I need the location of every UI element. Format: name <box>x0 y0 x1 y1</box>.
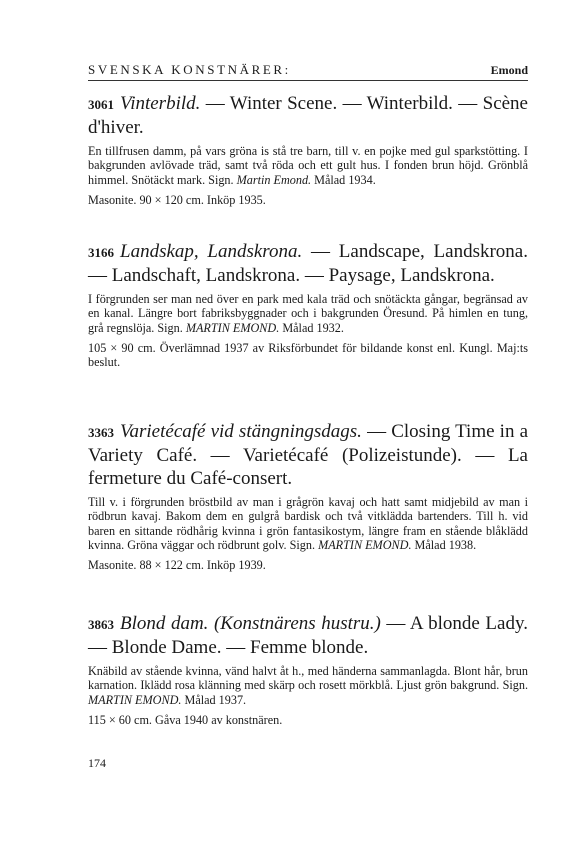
signature-text: MARTIN EMOND. <box>318 537 412 552</box>
entry-description <box>88 144 528 187</box>
entry-title: Vinterbild. <box>120 93 201 114</box>
section-title: SVENSKA KONSTNÄRER: <box>88 62 291 77</box>
signature-text: MARTIN EMOND. <box>185 320 280 335</box>
dated-text: Målad 1937. <box>181 692 247 707</box>
dated-text: Målad 1932. <box>279 320 344 335</box>
entry-title: Varietécafé vid stängningsdags. <box>120 421 362 442</box>
entry-meta: 105 × 90 cm. Överlämnad 1937 av Riksförbundet för bildande konst enl. Kungl. Maj:ts beslut. <box>88 340 528 370</box>
dated-text: Målad 1934. <box>311 172 376 187</box>
entry-meta: 115 × 60 cm. Gåva 1940 av konstnären. <box>88 712 283 727</box>
entry-heading <box>88 420 528 490</box>
catalog-entry <box>88 240 528 369</box>
catalog-entry <box>88 420 528 572</box>
entry-translations: — Landscape, Landskrona. — Landschaft, Landskrona. — Paysage, Landskrona. <box>88 241 528 286</box>
description-text: Till v. i förgrunden bröstbild av man i grågrön kavaj och hatt samt midjebild av man i rödbrun kavaj. Bakom dem en gulgrå bardisk och två vitklädda bartenders. Till h. vid baren en sittande rödhårig kvinna i grön fantasikostym, längre fram en stående blåklädd kvinna. Gröna väggar och rödbrunt golv. Sign. <box>88 495 528 552</box>
entry-title: Blond dam. (Konstnärens hustru.) <box>120 613 381 634</box>
entry-translations: — A blonde Lady. — Blonde Dame. — Femme blonde. <box>88 613 528 658</box>
entry-heading <box>88 92 528 139</box>
catalog-entry <box>88 612 528 727</box>
entry-meta: Masonite. 90 × 120 cm. Inköp 1935. <box>88 192 266 207</box>
entry-translations: — Winter Scene. — Winterbild. — Scène d'hiver. <box>88 93 528 138</box>
entry-description <box>88 664 528 707</box>
entry-number: 3061 <box>88 97 114 112</box>
entry-description <box>88 495 528 552</box>
signature-text: MARTIN EMOND. <box>88 692 182 707</box>
entry-number: 3166 <box>88 245 114 260</box>
page-number: 174 <box>88 756 106 770</box>
entry-heading <box>88 240 528 287</box>
entry-heading <box>88 612 528 659</box>
entry-translations: — Closing Time in a Variety Café. — Varietécafé (Polizeistunde). — La fermeture du Café-consert. <box>88 421 529 489</box>
description-text: Knäbild av stående kvinna, vänd halvt åt h., med händerna sammanlagda. Blont hår, brun karnation. Iklädd rosa klänning med skärp och rosett mörkblå. Ljust grön bakgrund. Sign. <box>88 664 528 693</box>
catalog-entry <box>88 92 528 207</box>
entry-title: Landskap, Landskrona. <box>120 241 303 262</box>
entry-number: 3363 <box>88 425 114 440</box>
entry-description <box>88 292 528 335</box>
header-rule <box>88 80 528 81</box>
description-text: I förgrunden ser man ned över en park med kala träd och snötäckta gångar, begränsad av en kanal. Längre bort fabriksbyggnader och i bakgrunden Öresund. På himlen en tung, grå regnslöja. Sign. <box>88 292 528 335</box>
entry-meta: Masonite. 88 × 122 cm. Inköp 1939. <box>88 558 266 573</box>
running-head <box>88 62 528 78</box>
signature-text: Martin Emond. <box>236 172 312 187</box>
dated-text: Målad 1938. <box>411 537 477 552</box>
artist-name: Emond <box>490 63 528 77</box>
description-text: En tillfrusen damm, på vars gröna is stå tre barn, till v. en pojke med gul sparkstötting. I bakgrunden avlövade träd, samt två röda och ett gult hus. I fonden brun höjd. Grönblå himmel. Snötäckt mark. Sign. <box>88 144 528 187</box>
entry-number: 3863 <box>88 617 114 632</box>
